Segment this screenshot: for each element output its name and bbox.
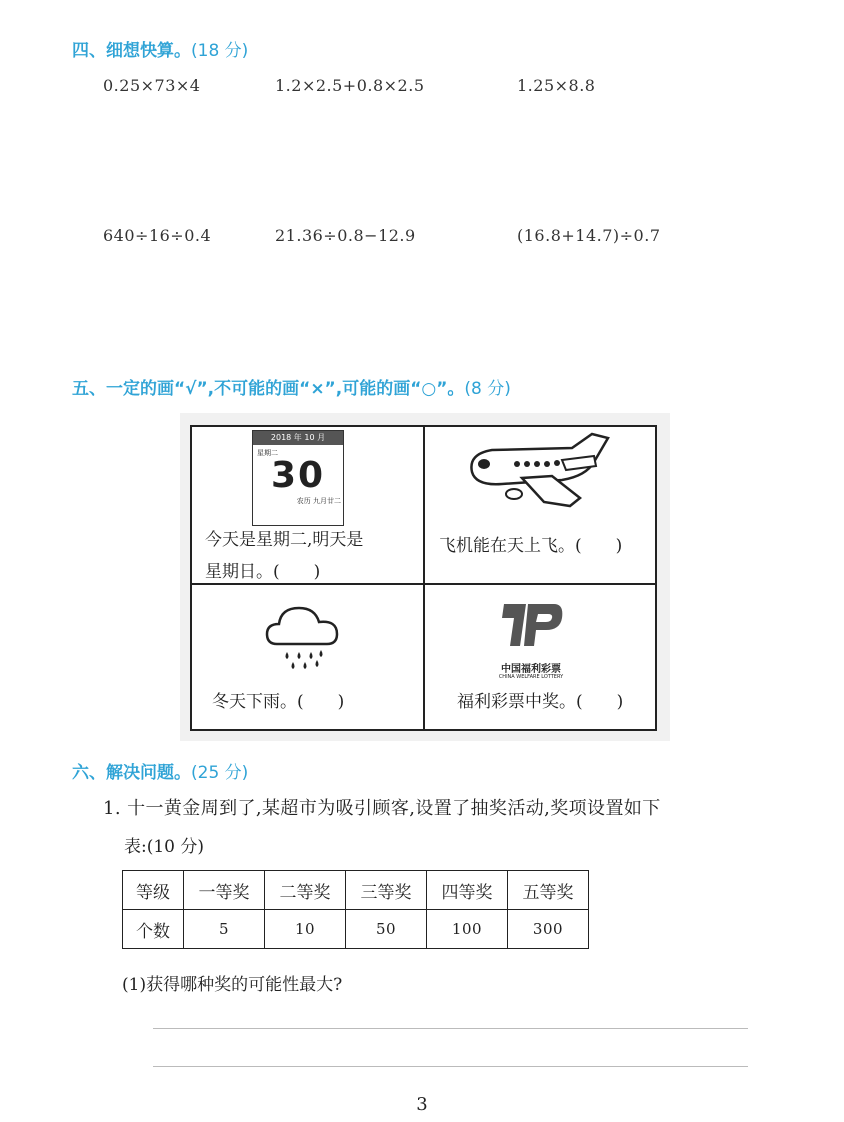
table-cell: 100 (427, 910, 508, 949)
calendar-day: 30 (270, 455, 326, 496)
expr-3: 1.25×8.8 (517, 76, 596, 95)
table-cell: 50 (346, 910, 427, 949)
expr-4: 640÷16÷0.4 (103, 226, 212, 245)
cell-rain-text: 冬天下雨。( ) (212, 692, 345, 712)
section6-title: 六、解决问题。 (72, 763, 191, 783)
rain-cloud-icon (265, 600, 341, 672)
cell-airplane-text: 飞机能在天上飞。( ) (439, 536, 623, 556)
calendar-lunar: 农历 九月廿二 (296, 497, 341, 505)
table-row (123, 910, 589, 949)
table-header-cell: 三等奖 (346, 871, 427, 910)
table-cell: 300 (508, 910, 589, 949)
section5-title: 五、一定的画“√”,不可能的画“×”,可能的画“○”。 (72, 379, 465, 399)
grid-divider-vertical (423, 427, 425, 729)
expr-1: 0.25×73×4 (103, 76, 201, 95)
calendar-weekday: 星期二 (257, 449, 278, 457)
question-1-line2: 表:(10 分) (124, 837, 205, 857)
table-header-cell: 一等奖 (184, 871, 265, 910)
section4-title: 四、细想快算。 (72, 41, 191, 61)
question-1-line1: 1. 十一黄金周到了,某超市为吸引顾客,设置了抽奖活动,奖项设置如下 (103, 798, 661, 819)
answer-line[interactable] (153, 1066, 748, 1067)
section6-score: (25 分) (191, 763, 249, 783)
section6-heading (72, 758, 248, 783)
table-header-cell: 四等奖 (427, 871, 508, 910)
table-cell: 5 (184, 910, 265, 949)
lottery-logo-cn: 中国福利彩票 (501, 664, 561, 675)
section5-heading (72, 374, 511, 399)
table-cell: 个数 (123, 910, 184, 949)
section5-score: (8 分) (464, 379, 511, 399)
section4-score: (18 分) (191, 41, 249, 61)
table-row (123, 871, 589, 910)
airplane-icon (462, 432, 612, 512)
lottery-logo-icon (496, 596, 566, 652)
table-cell: 10 (265, 910, 346, 949)
expr-6: (16.8+14.7)÷0.7 (517, 226, 661, 245)
cell-weekday-text-2: 星期日。( ) (205, 562, 321, 582)
section4-heading (72, 36, 248, 61)
answer-line[interactable] (153, 1028, 748, 1029)
cell-weekday-text-1: 今天是星期二,明天是 (205, 530, 364, 550)
table-header-cell: 二等奖 (265, 871, 346, 910)
table-header-cell: 五等奖 (508, 871, 589, 910)
lottery-logo-en: CHINA WELFARE LOTTERY (498, 674, 564, 680)
sub-question-1: (1)获得哪种奖的可能性最大? (122, 975, 343, 995)
table-header-cell: 等级 (123, 871, 184, 910)
page-number: 3 (416, 1094, 428, 1115)
cell-lottery-text: 福利彩票中奖。( ) (457, 692, 624, 712)
expr-2: 1.2×2.5+0.8×2.5 (275, 76, 425, 95)
calendar-image (252, 430, 344, 526)
prize-table (122, 870, 589, 949)
calendar-header: 2018 年 10 月 (253, 431, 343, 445)
expr-5: 21.36÷0.8−12.9 (275, 226, 416, 245)
